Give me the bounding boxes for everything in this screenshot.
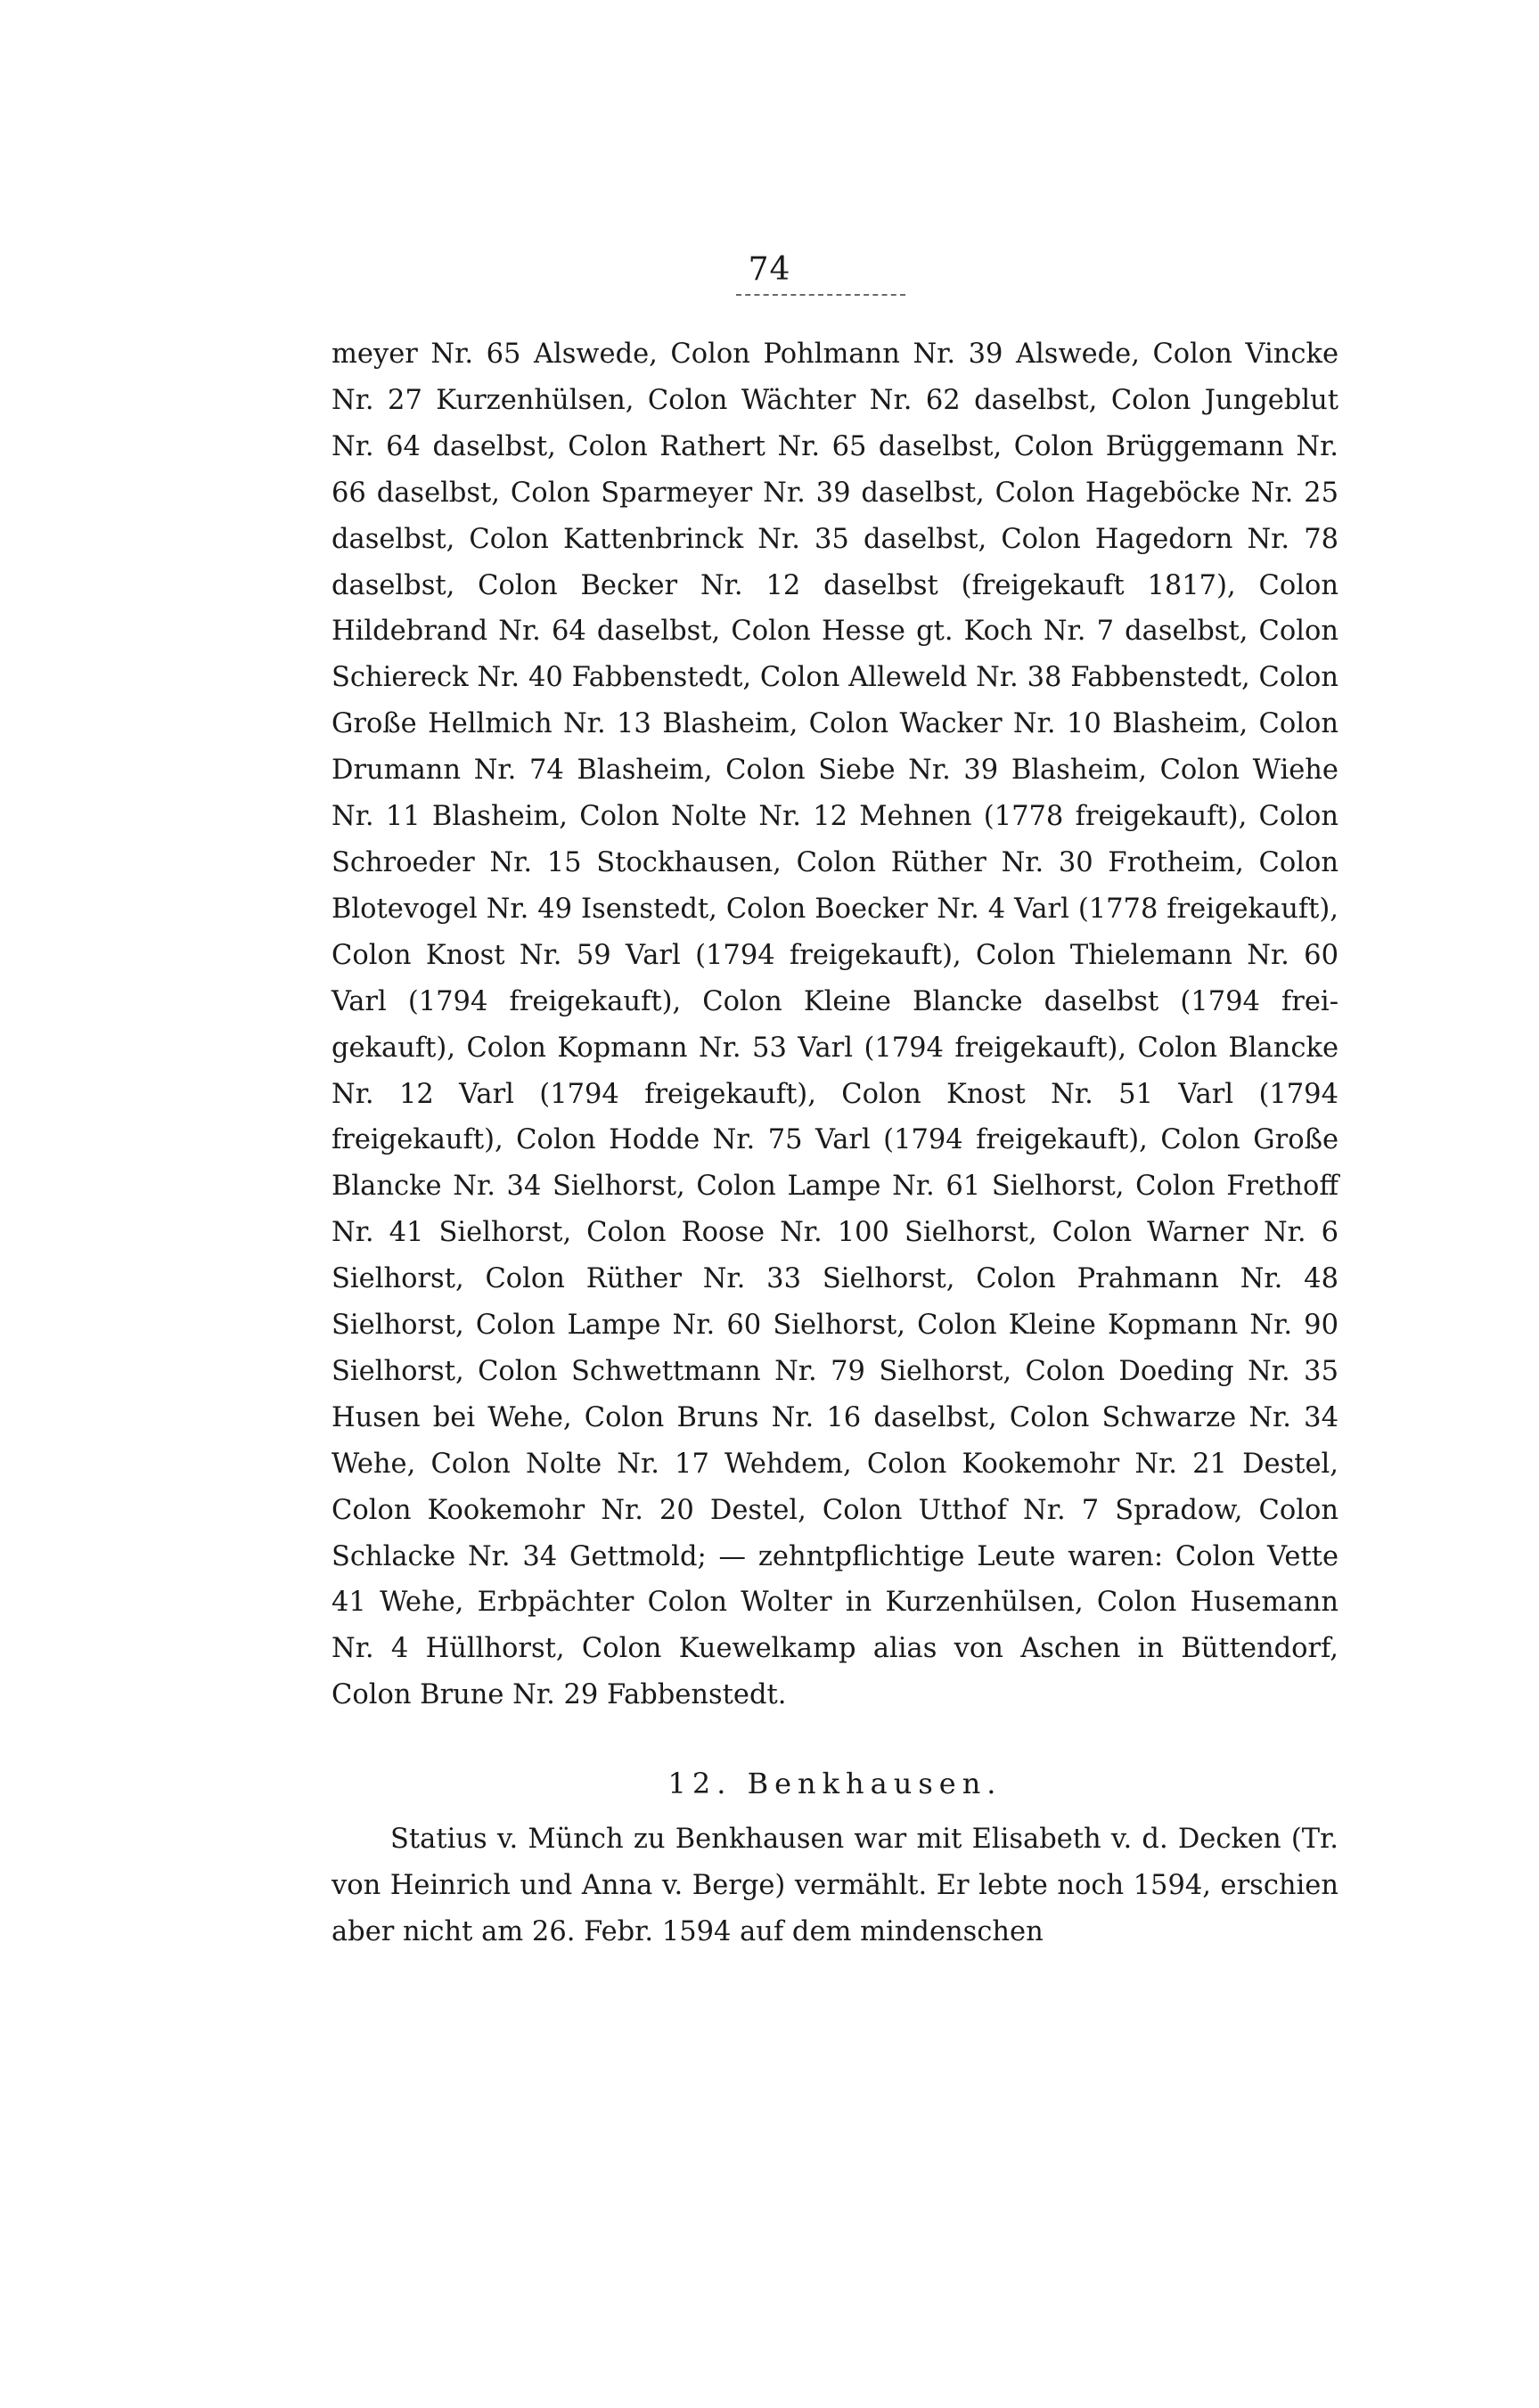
paragraph-colon-list: meyer Nr. 65 Alswede, Colon Pohlmann Nr. 39 Alswede, Colon Vincke Nr. 27 Kurzenhülsen, Colon Wächter Nr. 62 daselbst, Colon Jungeblut Nr. 64 daselbst, Colon Rathert Nr. 65 daselbst, Colon Brüggemann Nr. 66 daselbst, Colon Sparmeyer Nr. 39 daselbst, Colon Hageböcke Nr. 25 daselbst, Colon Kattenbrinck Nr. 35 daselbst, Colon Hagedorn Nr. 78 daselbst, Colon Becker Nr. 12 daselbst (freigekauft 1817), Colon Hildebrand Nr. 64 daselbst, Colon Hesse gt. Koch Nr. 7 daselbst, Colon Schiereck Nr. 40 Fabbenstedt, Colon Alleweld Nr. 38 Fabbenstedt, Colon Große Hellmich Nr. 13 Blasheim, Colon Wacker Nr. 10 Blasheim, Colon Drumann Nr. 74 Blasheim, Colon Siebe Nr. 39 Blasheim, Colon Wiehe Nr. 11 Blasheim, Colon Nolte Nr. 12 Mehnen (1778 freigekauft), Colon Schroeder Nr. 15 Stockhausen, Colon Rüther Nr. 30 Frotheim, Colon Blotevogel Nr. 49 Isenstedt, Colon Boecker Nr. 4 Varl (1778 freigekauft), Colon Knost Nr. 59 Varl (1794 freigekauft), Colon Thielemann Nr. 60 Varl (1794 freigekauft), Colon Kleine Blancke daselbst (1794 freigekauft), Colon Kopmann Nr. 53 Varl (1794 freigekauft), Colon Blancke Nr. 12 Varl (1794 freigekauft), Colon Knost Nr. 51 Varl (1794 freigekauft), Colon Hodde Nr. 75 Varl (1794 freigekauft), Colon Große Blancke Nr. 34 Sielhorst, Colon Lampe Nr. 61 Sielhorst, Colon Frethoff Nr. 41 Sielhorst, Colon Roose Nr. 100 Sielhorst, Colon Warner Nr. 6 Sielhorst, Colon Rüther Nr. 33 Sielhorst, Colon Prahmann Nr. 48 Sielhorst, Colon Lampe Nr. 60 Sielhorst, Colon Kleine Kopmann Nr. 90 Sielhorst, Colon Schwettmann Nr. 79 Sielhorst, Colon Doeding Nr. 35 Husen bei Wehe, Colon Bruns Nr. 16 daselbst, Colon Schwarze Nr. 34 Wehe, Colon Nolte Nr. 17 Wehdem, Colon Kookemohr Nr. 21 Destel, Colon Kookemohr Nr. 20 Destel, Colon Utthof Nr. 7 Spradow, Colon Schlacke Nr. 34 Gettmold; — zehntpflichtige Leute waren: Colon Vette 41 Wehe, Erbpächter Colon Wolter in Kurzenhülsen, Colon Husemann Nr. 4 Hüllhorst, Colon Kuewelkamp alias von Aschen in Büttendorf, Colon Brune Nr. 29 Fabbenstedt. — [332, 339, 1338, 1711]
body-text — [332, 331, 1338, 1955]
section-heading: 12. Benkhausen. — [667, 1767, 1003, 1801]
page-number: 74 — [748, 251, 791, 288]
paragraph-benkhausen: Statius v. Münch zu Benkhausen war mit Elisabeth v. d. Decken (Tr. von Heinrich und Anna v. Berge) vermählt. Er lebte noch 1594, erschien aber nicht am 26. Febr. 1594 auf dem mindenschen — [332, 1824, 1338, 1947]
page-number-rule — [736, 294, 905, 296]
